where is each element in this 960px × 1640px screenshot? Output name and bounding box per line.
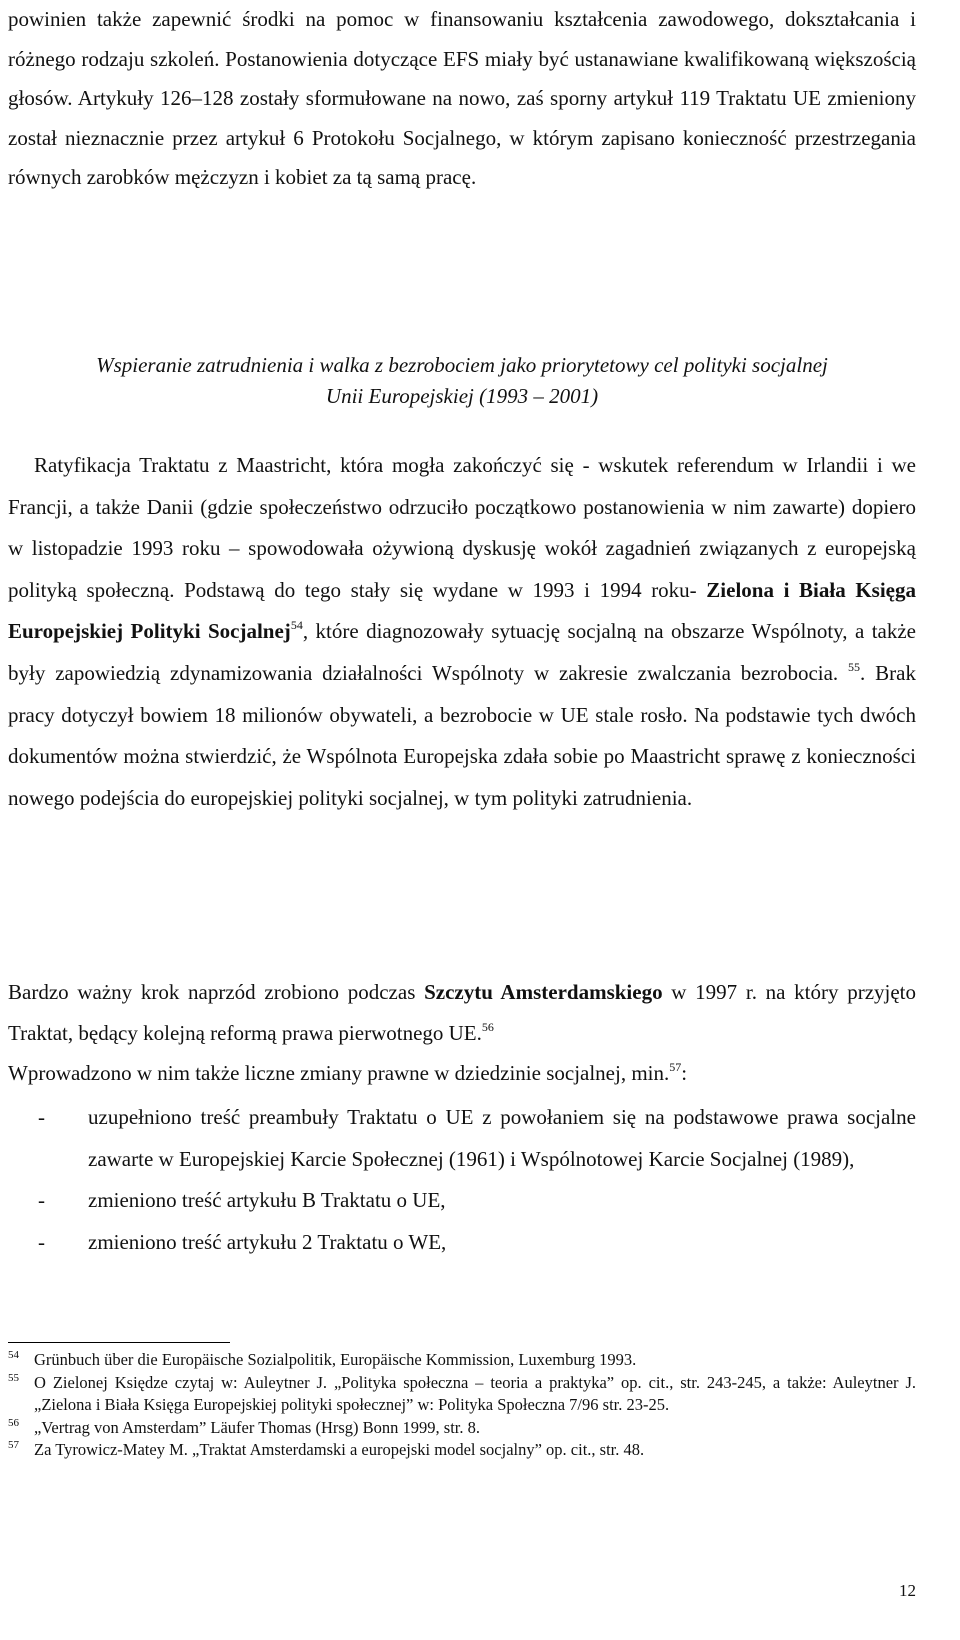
section-heading-line-2: Unii Europejskiej (1993 – 2001): [325, 384, 599, 408]
paragraph-amsterdam-text-1: Bardzo ważny krok naprzód zrobiono podczas: [8, 980, 425, 1004]
page-number: 12: [899, 1581, 916, 1600]
list-item-text: zmieniono treść artykułu 2 Traktatu o WE,: [88, 1229, 447, 1254]
footnote-separator: [8, 1342, 230, 1343]
paragraph-maastricht: [8, 445, 916, 819]
list-dash: -: [38, 1229, 45, 1254]
footnote-text: Grünbuch über die Europäische Sozialpolitik, Europäische Kommission, Luxemburg 1993.: [34, 1350, 637, 1369]
list-dash: -: [38, 1188, 45, 1212]
footnote-number: 54: [8, 1349, 19, 1361]
footnote-text: O Zielonej Księdze czytaj w: Auleytner J. „Polityka społeczna – teoria a praktyka” op. cit., str. 243-245, a także: Auleytner J. „Zielona i Biała Księga Europejskiej polityki społecznej” w: Polityka Społeczna 7/96 str. 23-25.: [34, 1372, 916, 1415]
paragraph-amsterdam: [8, 972, 916, 1094]
changes-list: [8, 1097, 916, 1263]
footnote-number: 57: [8, 1439, 19, 1452]
paragraph-amsterdam-text-2: w 1997 r. na który przyjęto Traktat, będący kolejną reformą prawa pierwotnego UE.: [8, 980, 917, 1045]
list-item: [8, 1222, 916, 1264]
paragraph-amsterdam-text-3: Wprowadzono w nim także liczne zmiany prawne w dziedzinie socjalnej, min.: [8, 1061, 670, 1086]
footnotes: [8, 1349, 916, 1462]
footnote-ref-56[interactable]: 56: [481, 1019, 494, 1034]
footnote-ref-55[interactable]: 55: [848, 659, 861, 674]
section-heading-line-1: Wspieranie zatrudnienia i walka z bezrobociem jako priorytetowy cel polityki socjalnej: [96, 353, 828, 377]
list-item-text: uzupełniono treść preambuły Traktatu o UE z powołaniem się na podstawowe prawa socjalne zawarte w Europejskiej Karcie Społecznej (1961) i Wspólnotowej Karcie Socjalnej (1989),: [88, 1105, 916, 1171]
footnote-number: 55: [8, 1371, 19, 1384]
paragraph-amsterdam-text-4: :: [681, 1061, 688, 1086]
footnote-number: 56: [8, 1416, 19, 1429]
paragraph-maastricht-text-3: . Brak pracy dotyczył bowiem 18 milionów obywateli, a bezrobocie w UE stale rosło. Na podstawie tych dwóch dokumentów można stwierdzić, że Wspólnota Europejska zdała sobie po Maastricht sprawę z konieczności nowego podejścia do europejskiej polityki socjalnej, w tym polityki zatrudnienia.: [8, 660, 916, 810]
section-heading: [8, 350, 916, 412]
footnote-54: [8, 1349, 916, 1372]
paragraph-maastricht-text-1: Ratyfikacja Traktatu z Maastricht, która mogła zakończyć się - wskutek referendum w Irlandii i we Francji, a także Danii (gdzie społeczeństwo odrzuciło początkowo postanowienia w nim zawarte) dopiero w listopadzie 1993 roku – spowodowała ożywioną dyskusję wokół zagadnień związanych z europejską polityką społeczną. Podstawą do tego stały się wydane w 1993 i 1994 roku-: [8, 453, 916, 602]
list-item-text: zmieniono treść artykułu B Traktatu o UE,: [88, 1188, 446, 1212]
footnote-ref-57[interactable]: 57: [669, 1060, 682, 1075]
footnote-57: [8, 1439, 916, 1462]
list-item: [8, 1180, 916, 1222]
list-dash: -: [38, 1105, 45, 1129]
footnote-ref-54[interactable]: 54: [290, 618, 303, 633]
list-item: [8, 1097, 916, 1180]
paragraph-maastricht-bold-books: Zielona i Biała Księga Europejskiej Polityki Socjalnej: [8, 577, 916, 644]
footnote-56: [8, 1417, 916, 1440]
paragraph-maastricht-text-2: , które diagnozowały sytuację socjalną na obszarze Wspólnoty, a także były zapowiedzią zdynamizowania działalności Wspólnoty w zakresie zwalczania bezrobocia.: [8, 619, 917, 685]
footnote-text: „Vertrag von Amsterdam” Läufer Thomas (Hrsg) Bonn 1999, str. 8.: [34, 1417, 481, 1437]
paragraph-amsterdam-bold-summit: Szczytu Amsterdamskiego: [424, 980, 663, 1004]
paragraph-efs: powinien także zapewnić środki na pomoc w finansowaniu kształcenia zawodowego, dokształcania i różnego rodzaju szkoleń. Postanowienia dotyczące EFS miały być ustanawiane kwalifikowaną większością głosów. Artykuły 126–128 zostały sformułowane na nowo, zaś sporny artykuł 119 Traktatu UE zmieniony został nieznacznie przez artykuł 6 Protokołu Socjalnego, w którym zapisano konieczność przestrzegania równych zarobków mężczyzn i kobiet za tą samą pracę.: [8, 7, 916, 189]
footnote-55: [8, 1372, 916, 1417]
footnote-text: Za Tyrowicz-Matey M. „Traktat Amsterdamski a europejski model socjalny” op. cit., str. 48.: [34, 1440, 645, 1460]
